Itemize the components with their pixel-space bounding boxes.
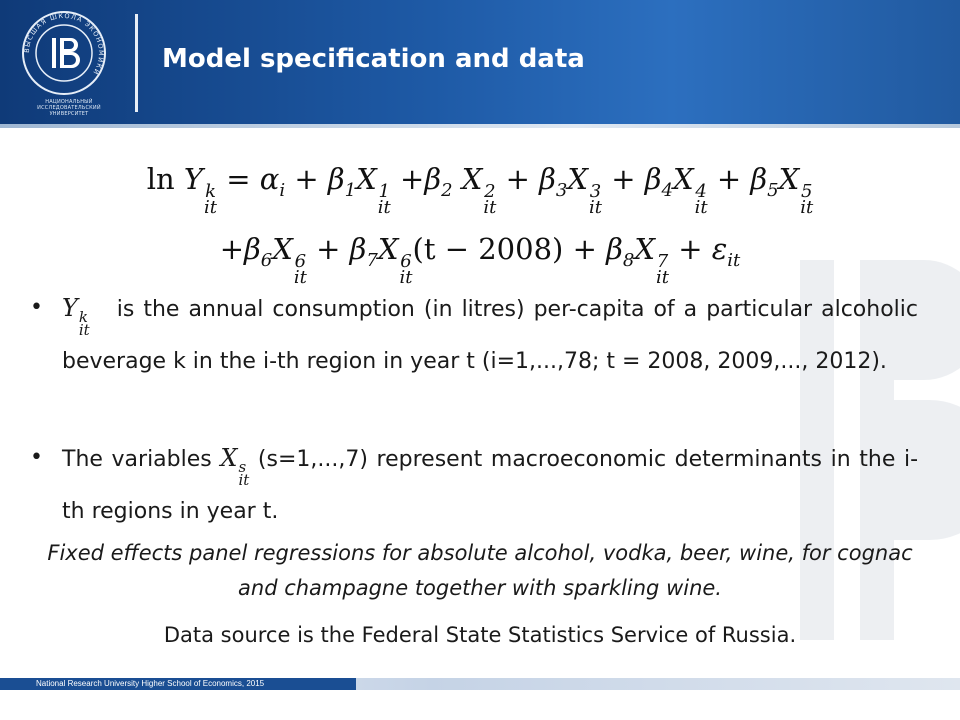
eq-term-3 [505, 162, 612, 218]
header-bar [0, 0, 960, 128]
eq-coef: β [606, 231, 623, 266]
eq-lhs-scripts [204, 181, 218, 218]
eq-sign: + [400, 162, 425, 196]
eq-var: X [778, 162, 800, 196]
eq-scripts [694, 181, 708, 218]
equation-line-1 [0, 150, 960, 220]
eq-ln: ln [146, 162, 175, 196]
eq-sup: 7 [656, 250, 669, 272]
eq-sup: 6 [400, 250, 412, 272]
eq-sup: 3 [589, 181, 602, 202]
eq-sub: it [655, 266, 669, 288]
logo-caption [14, 99, 124, 117]
bullet1-description: is the annual consumption (in litres) per-capita of a particular alcoholic beverage k in the i-th region in year t (i=1,...,78; t = 2008, 2009,..., 2012). [62, 297, 918, 374]
eq-term-8 [572, 231, 679, 288]
eq-term-6 [219, 231, 316, 288]
eq-scripts [589, 181, 603, 218]
regression-note: Fixed effects panel regressions for absolute alcohol, vodka, beer, wine, for cognac and champagne together with sparkling wine. [47, 541, 913, 600]
eq-lhs-sup: k [205, 181, 216, 202]
bullet-item-1 [30, 283, 920, 433]
bullet1-math [62, 294, 90, 339]
eq-coef: β [644, 162, 662, 196]
eq-scripts [377, 181, 391, 218]
eq-error-term [678, 231, 741, 271]
eq-sign: + [716, 162, 742, 196]
eq-equals: = [226, 162, 251, 196]
hse-emblem-icon [21, 10, 107, 96]
bullet1-math-var: Y [62, 294, 78, 322]
eq-sub: it [399, 266, 413, 288]
eq-coef-sub: 3 [555, 179, 568, 201]
eq-var: X [272, 231, 293, 266]
eq-scripts [800, 181, 814, 218]
eq-sub: it [293, 266, 307, 288]
eq-lhs-var: Y [183, 162, 204, 196]
bullet2-math [220, 444, 250, 489]
bullet2-math-var: X [220, 444, 238, 472]
eq-term-2 [400, 162, 506, 218]
bullet2-description: (s=1,...,7) represent macroeconomic determinants in the i-th regions in year t. [62, 447, 919, 524]
eq-scripts [399, 250, 413, 288]
eq-sign: + [678, 231, 703, 266]
eq-sign: + [294, 162, 319, 196]
eq-sup: 6 [294, 250, 307, 272]
logo-caption-line2: УНИВЕРСИТЕТ [49, 111, 89, 117]
eq-sup: 1 [378, 181, 390, 202]
bullet2-math-sup: s [238, 458, 247, 476]
eq-sub: it [377, 197, 391, 218]
eq-coef: β [539, 162, 556, 196]
model-equation [0, 150, 960, 290]
eq-coef: β [327, 162, 345, 196]
eq-sign: + [316, 231, 341, 266]
eq-coef-sub: 4 [661, 179, 673, 201]
header-divider [135, 14, 138, 112]
eq-sub: it [483, 197, 497, 218]
eq-epsilon-sub: it [727, 249, 741, 271]
bullet-dot: • [30, 445, 43, 470]
bullet1-math-sup: k [78, 308, 88, 326]
bullet-text-2 [62, 433, 918, 537]
eq-var: X [673, 162, 694, 196]
eq-coef-sub: 8 [622, 249, 635, 271]
eq-coef-sub: 6 [260, 249, 273, 271]
bullet-item-2 [30, 433, 920, 533]
eq-scripts [483, 181, 497, 218]
eq-sup: 5 [801, 181, 813, 202]
eq-sub: it [589, 197, 603, 218]
bullet2-math-sub: it [238, 471, 250, 489]
eq-coef-sub: 7 [366, 249, 378, 271]
eq-sign: + [572, 231, 597, 266]
eq-coef-sub: 1 [344, 179, 357, 201]
eq-sign: + [219, 231, 245, 266]
eq-var: X [634, 231, 655, 266]
eq-epsilon: ε [711, 231, 728, 266]
eq-sub: it [800, 197, 814, 218]
data-source-note: Data source is the Federal State Statistics Service of Russia. [163, 623, 797, 647]
bullet1-math-scripts [78, 308, 90, 339]
bullet2-lead: The variables [62, 447, 212, 472]
bullet1-math-sub: it [78, 321, 90, 339]
eq-term-7 [316, 231, 572, 288]
eq-alpha-sub: i [279, 179, 286, 201]
bullet2-math-scripts [238, 458, 250, 489]
eq-coef: β [349, 231, 367, 266]
logo-ring-text: ВЫСШАЯ ШКОЛА ЭКОНОМИКИ [22, 11, 106, 77]
eq-coef: β [750, 162, 768, 196]
eq-coef-sub: 5 [767, 179, 779, 201]
header-bottom-stripe [0, 124, 960, 128]
eq-term-5 [716, 162, 814, 218]
eq-sub: it [694, 197, 708, 218]
eq-term-1 [294, 162, 400, 218]
eq-var: X [356, 162, 377, 196]
logo-caption-line1: НАЦИОНАЛЬНЫЙ ИССЛЕДОВАТЕЛЬСКИЙ [37, 99, 101, 111]
eq-alpha: α [259, 162, 280, 196]
eq-term-4 [611, 162, 717, 218]
eq-sup: 2 [484, 181, 496, 202]
eq-lhs-sub: it [204, 197, 218, 218]
eq-time-factor: (t − 2008) [412, 231, 564, 266]
eq-scripts [293, 250, 307, 288]
page-title: Model specification and data [162, 44, 585, 74]
eq-sup: 4 [695, 181, 707, 202]
bullet-dot: • [30, 295, 43, 320]
footer-text: National Research University Higher School of Economics, 2015 [36, 679, 265, 688]
eq-sign: + [505, 162, 530, 196]
eq-coef-sub: 2 [441, 179, 453, 201]
eq-coef: β [424, 162, 442, 196]
equation-line-2 [0, 220, 960, 290]
bullet-text-1 [62, 283, 918, 387]
eq-scripts [655, 250, 669, 288]
eq-var: X [377, 231, 399, 266]
eq-sign: + [611, 162, 636, 196]
eq-var: X [567, 162, 589, 196]
eq-var: X [461, 162, 483, 196]
eq-coef: β [244, 231, 261, 266]
